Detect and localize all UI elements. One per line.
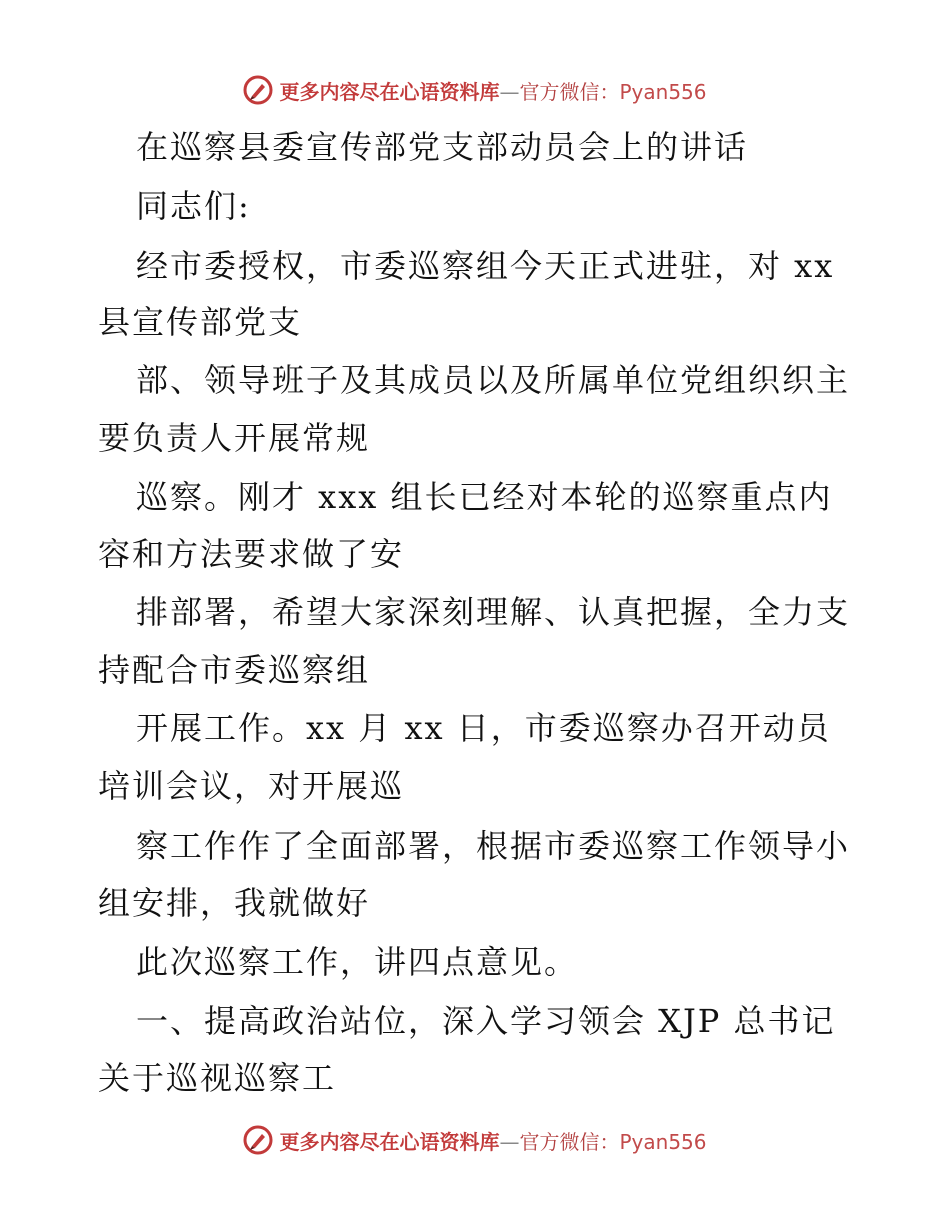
paragraph-line: 排部署，希望大家深刻理解、认真把握，全力支	[136, 593, 851, 631]
paragraph-line: 持配合市委巡察组	[98, 651, 371, 689]
banner-wechat-id: Pyan556	[619, 79, 707, 104]
paragraph-line: 此次巡察工作，讲四点意见。	[136, 943, 579, 981]
paragraph-line: 察工作作了全面部署，根据市委巡察工作领导小	[136, 827, 851, 865]
salutation: 同志们:	[136, 187, 251, 225]
paragraph-line: 组安排，我就做好	[98, 884, 371, 922]
paragraph-line: 要负责人开展常规	[98, 419, 371, 457]
paragraph-line: 部、领导班子及其成员以及所属单位党组织织主	[136, 361, 851, 399]
section-heading-continued: 关于巡视巡察工	[98, 1059, 337, 1097]
pen-logo-icon	[243, 1125, 273, 1155]
banner-content	[243, 1125, 706, 1155]
banner-wechat-id: Pyan556	[619, 1129, 707, 1154]
section-heading: 一、提高政治站位，深入学习领会 XJP 总书记	[136, 1002, 836, 1040]
paragraph-line: 开展工作。xx 月 xx 日，市委巡察办召开动员	[136, 709, 831, 747]
banner-wechat-label: 官方微信：	[519, 1129, 620, 1154]
paragraph-line: 县宣传部党支	[98, 303, 303, 341]
banner-wechat-label: 官方微信：	[519, 79, 620, 104]
banner-dash: —	[499, 1129, 520, 1154]
footer-banner	[0, 1120, 950, 1160]
banner-dash: —	[499, 79, 520, 104]
paragraph-line: 巡察。刚才 xxx 组长已经对本轮的巡察重点内	[136, 478, 833, 516]
paragraph-line: 容和方法要求做了安	[98, 535, 405, 573]
paragraph-line: 培训会议，对开展巡	[98, 767, 405, 805]
document-title: 在巡察县委宣传部党支部动员会上的讲话	[136, 128, 749, 166]
paragraph-line: 经市委授权，市委巡察组今天正式进驻，对 xx	[136, 247, 835, 285]
banner-slogan: 更多内容尽在心语资料库	[279, 79, 500, 104]
banner-slogan: 更多内容尽在心语资料库	[279, 1129, 500, 1154]
